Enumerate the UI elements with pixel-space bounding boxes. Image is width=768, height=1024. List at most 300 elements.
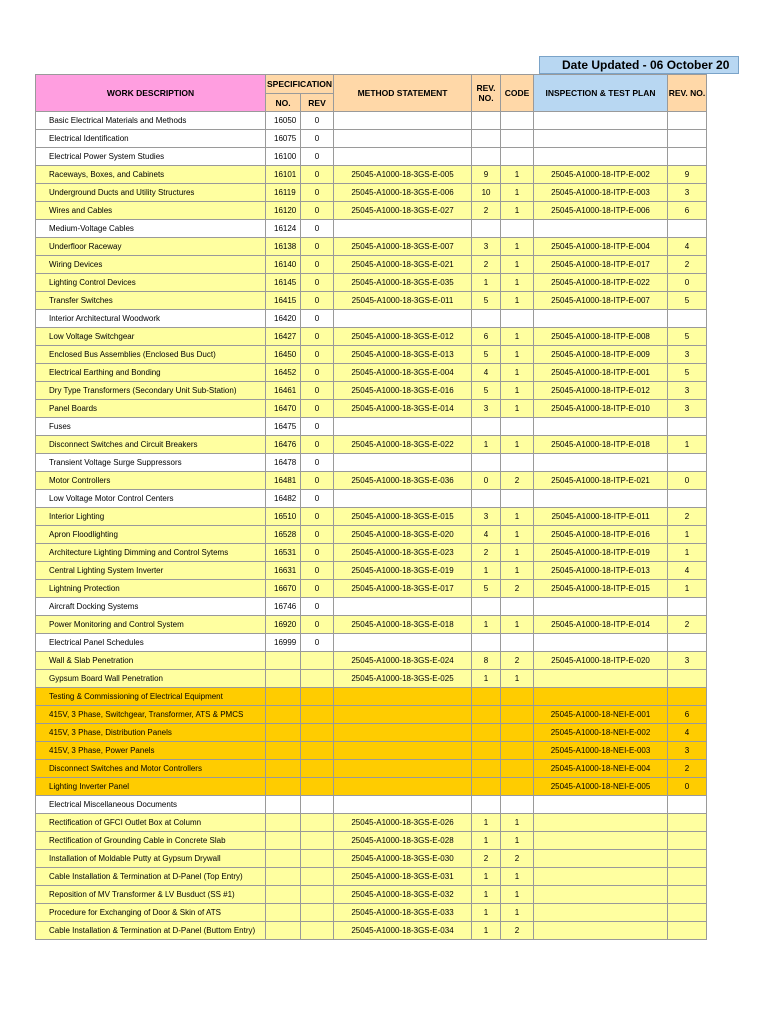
itp-cell: [534, 220, 668, 238]
code-cell: 1: [501, 670, 534, 688]
itp-cell: 25045-A1000-18-NEI-E-004: [534, 760, 668, 778]
itp-cell: 25045-A1000-18-ITP-E-014: [534, 616, 668, 634]
table-row: [36, 616, 707, 634]
itp-rev-cell: [668, 922, 707, 940]
spec-no-cell: [266, 670, 301, 688]
spec-no-cell: 16746: [266, 598, 301, 616]
spec-no-cell: 16920: [266, 616, 301, 634]
itp-rev-cell: 3: [668, 184, 707, 202]
method-statement-cell: 25045-A1000-18-3GS-E-007: [334, 238, 472, 256]
header-spec-rev: REV: [301, 94, 334, 112]
ms-rev-cell: 1: [472, 904, 501, 922]
table-row: [36, 904, 707, 922]
table-row: [36, 598, 707, 616]
table-row: [36, 274, 707, 292]
spec-rev-cell: 0: [301, 274, 334, 292]
table-row: [36, 526, 707, 544]
spec-no-cell: [266, 850, 301, 868]
ms-rev-cell: [472, 634, 501, 652]
itp-rev-cell: 9: [668, 166, 707, 184]
work-description-cell: Power Monitoring and Control System: [36, 616, 266, 634]
spec-no-cell: [266, 868, 301, 886]
work-description-cell: Low Voltage Switchgear: [36, 328, 266, 346]
table-row: [36, 652, 707, 670]
spec-rev-cell: [301, 796, 334, 814]
itp-rev-cell: [668, 130, 707, 148]
code-cell: [501, 112, 534, 130]
code-cell: 1: [501, 202, 534, 220]
spec-no-cell: 16452: [266, 364, 301, 382]
work-description-cell: Installation of Moldable Putty at Gypsum Drywall: [36, 850, 266, 868]
ms-rev-cell: 3: [472, 508, 501, 526]
spec-rev-cell: [301, 724, 334, 742]
ms-rev-cell: [472, 148, 501, 166]
itp-cell: 25045-A1000-18-ITP-E-003: [534, 184, 668, 202]
spec-no-cell: 16475: [266, 418, 301, 436]
header-ms-rev-no: REV. NO.: [472, 75, 501, 112]
itp-rev-cell: [668, 454, 707, 472]
method-statement-cell: [334, 130, 472, 148]
method-statement-cell: 25045-A1000-18-3GS-E-005: [334, 166, 472, 184]
work-description-cell: Wires and Cables: [36, 202, 266, 220]
code-cell: 2: [501, 580, 534, 598]
work-description-cell: Medium-Voltage Cables: [36, 220, 266, 238]
code-cell: 1: [501, 292, 534, 310]
method-statement-cell: [334, 454, 472, 472]
spec-rev-cell: 0: [301, 454, 334, 472]
itp-cell: 25045-A1000-18-ITP-E-009: [534, 346, 668, 364]
itp-rev-cell: [668, 796, 707, 814]
itp-cell: [534, 886, 668, 904]
method-statement-cell: [334, 310, 472, 328]
table-row: [36, 706, 707, 724]
header-itp-rev-no: REV. NO.: [668, 75, 707, 112]
itp-rev-cell: 3: [668, 652, 707, 670]
spec-rev-cell: [301, 850, 334, 868]
code-cell: 2: [501, 922, 534, 940]
method-statement-cell: [334, 724, 472, 742]
work-description-cell: Electrical Miscellaneous Documents: [36, 796, 266, 814]
method-statement-cell: [334, 796, 472, 814]
method-statement-cell: [334, 778, 472, 796]
header-spec-no: NO.: [266, 94, 301, 112]
code-cell: [501, 688, 534, 706]
ms-rev-cell: 8: [472, 652, 501, 670]
code-cell: 1: [501, 328, 534, 346]
method-statement-cell: 25045-A1000-18-3GS-E-013: [334, 346, 472, 364]
code-cell: [501, 742, 534, 760]
code-cell: 1: [501, 832, 534, 850]
work-description-cell: Architecture Lighting Dimming and Control Sytems: [36, 544, 266, 562]
spec-no-cell: 16120: [266, 202, 301, 220]
ms-rev-cell: [472, 724, 501, 742]
itp-cell: [534, 832, 668, 850]
spec-rev-cell: 0: [301, 166, 334, 184]
work-description-cell: 415V, 3 Phase, Distribution Panels: [36, 724, 266, 742]
spec-no-cell: 16481: [266, 472, 301, 490]
spec-no-cell: 16427: [266, 328, 301, 346]
table-row: [36, 184, 707, 202]
table-row: [36, 814, 707, 832]
code-cell: 1: [501, 616, 534, 634]
method-statement-cell: [334, 688, 472, 706]
code-cell: 1: [501, 166, 534, 184]
itp-cell: [534, 490, 668, 508]
table-row: [36, 292, 707, 310]
itp-cell: [534, 418, 668, 436]
spec-rev-cell: 0: [301, 346, 334, 364]
method-statement-cell: 25045-A1000-18-3GS-E-020: [334, 526, 472, 544]
ms-rev-cell: 4: [472, 364, 501, 382]
method-statement-cell: [334, 760, 472, 778]
method-statement-cell: 25045-A1000-18-3GS-E-033: [334, 904, 472, 922]
spec-rev-cell: 0: [301, 130, 334, 148]
work-description-cell: Disconnect Switches and Circuit Breakers: [36, 436, 266, 454]
code-cell: [501, 220, 534, 238]
work-description-cell: Transfer Switches: [36, 292, 266, 310]
itp-cell: [534, 148, 668, 166]
work-description-cell: Lighting Inverter Panel: [36, 778, 266, 796]
date-updated-banner: Date Updated - 06 October 20: [539, 56, 739, 74]
spec-no-cell: 16450: [266, 346, 301, 364]
spec-no-cell: [266, 886, 301, 904]
code-cell: 1: [501, 868, 534, 886]
itp-cell: 25045-A1000-18-NEI-E-001: [534, 706, 668, 724]
table-row: [36, 562, 707, 580]
ms-rev-cell: 2: [472, 202, 501, 220]
code-cell: [501, 778, 534, 796]
itp-cell: [534, 688, 668, 706]
method-statement-cell: 25045-A1000-18-3GS-E-025: [334, 670, 472, 688]
ms-rev-cell: 2: [472, 544, 501, 562]
itp-rev-cell: 6: [668, 706, 707, 724]
itp-rev-cell: 1: [668, 436, 707, 454]
code-cell: [501, 724, 534, 742]
spec-no-cell: 16670: [266, 580, 301, 598]
itp-cell: 25045-A1000-18-ITP-E-013: [534, 562, 668, 580]
itp-rev-cell: 0: [668, 274, 707, 292]
spec-no-cell: 16461: [266, 382, 301, 400]
method-statement-cell: [334, 148, 472, 166]
spec-no-cell: [266, 724, 301, 742]
spec-rev-cell: [301, 886, 334, 904]
table-row: [36, 922, 707, 940]
itp-cell: [534, 904, 668, 922]
code-cell: 1: [501, 544, 534, 562]
itp-cell: [534, 454, 668, 472]
itp-rev-cell: 3: [668, 400, 707, 418]
table-row: [36, 400, 707, 418]
work-description-cell: Underfloor Raceway: [36, 238, 266, 256]
table-row: [36, 346, 707, 364]
method-statement-cell: 25045-A1000-18-3GS-E-034: [334, 922, 472, 940]
spec-rev-cell: 0: [301, 544, 334, 562]
itp-rev-cell: 5: [668, 328, 707, 346]
ms-rev-cell: 5: [472, 382, 501, 400]
code-cell: 1: [501, 364, 534, 382]
header-specification: SPECIFICATION: [266, 75, 334, 94]
spec-no-cell: [266, 832, 301, 850]
itp-rev-cell: 3: [668, 742, 707, 760]
code-cell: 1: [501, 436, 534, 454]
method-statement-cell: [334, 418, 472, 436]
table-row: [36, 886, 707, 904]
itp-cell: 25045-A1000-18-ITP-E-022: [534, 274, 668, 292]
itp-cell: 25045-A1000-18-ITP-E-011: [534, 508, 668, 526]
itp-cell: [534, 850, 668, 868]
code-cell: [501, 130, 534, 148]
itp-cell: [534, 598, 668, 616]
method-statement-cell: 25045-A1000-18-3GS-E-012: [334, 328, 472, 346]
itp-rev-cell: 5: [668, 364, 707, 382]
code-cell: [501, 418, 534, 436]
spec-no-cell: 16101: [266, 166, 301, 184]
itp-cell: 25045-A1000-18-ITP-E-017: [534, 256, 668, 274]
table-body: [36, 112, 707, 940]
itp-rev-cell: 2: [668, 256, 707, 274]
spec-rev-cell: 0: [301, 310, 334, 328]
spec-no-cell: [266, 814, 301, 832]
table-row: [36, 148, 707, 166]
header-method-statement: METHOD STATEMENT: [334, 75, 472, 112]
spec-no-cell: 16138: [266, 238, 301, 256]
code-cell: [501, 760, 534, 778]
itp-cell: [534, 814, 668, 832]
method-statement-cell: [334, 634, 472, 652]
work-description-cell: Lightning Protection: [36, 580, 266, 598]
method-statement-cell: 25045-A1000-18-3GS-E-021: [334, 256, 472, 274]
work-description-cell: 415V, 3 Phase, Power Panels: [36, 742, 266, 760]
spec-no-cell: 16470: [266, 400, 301, 418]
itp-cell: 25045-A1000-18-ITP-E-001: [534, 364, 668, 382]
table-row: [36, 832, 707, 850]
itp-rev-cell: [668, 670, 707, 688]
code-cell: 1: [501, 562, 534, 580]
spec-no-cell: 16050: [266, 112, 301, 130]
work-description-cell: Low Voltage Motor Control Centers: [36, 490, 266, 508]
itp-cell: 25045-A1000-18-ITP-E-008: [534, 328, 668, 346]
ms-rev-cell: [472, 598, 501, 616]
itp-rev-cell: [668, 490, 707, 508]
table-row: [36, 364, 707, 382]
method-statement-cell: 25045-A1000-18-3GS-E-011: [334, 292, 472, 310]
work-description-cell: Reposition of MV Transformer & LV Busduct (SS #1): [36, 886, 266, 904]
spec-rev-cell: 0: [301, 328, 334, 346]
code-cell: 1: [501, 886, 534, 904]
code-cell: [501, 454, 534, 472]
work-description-cell: Basic Electrical Materials and Methods: [36, 112, 266, 130]
itp-cell: 25045-A1000-18-ITP-E-020: [534, 652, 668, 670]
itp-cell: 25045-A1000-18-ITP-E-010: [534, 400, 668, 418]
spec-rev-cell: 0: [301, 202, 334, 220]
table-row: [36, 760, 707, 778]
spec-rev-cell: [301, 868, 334, 886]
itp-cell: 25045-A1000-18-ITP-E-021: [534, 472, 668, 490]
spec-no-cell: 16119: [266, 184, 301, 202]
work-description-cell: Enclosed Bus Assemblies (Enclosed Bus Duct): [36, 346, 266, 364]
work-description-cell: Disconnect Switches and Motor Controllers: [36, 760, 266, 778]
spec-rev-cell: [301, 706, 334, 724]
work-description-cell: Motor Controllers: [36, 472, 266, 490]
spec-no-cell: [266, 652, 301, 670]
table-row: [36, 724, 707, 742]
itp-cell: 25045-A1000-18-ITP-E-015: [534, 580, 668, 598]
table-row: [36, 688, 707, 706]
itp-cell: 25045-A1000-18-ITP-E-016: [534, 526, 668, 544]
itp-cell: [534, 130, 668, 148]
code-cell: [501, 148, 534, 166]
itp-rev-cell: [668, 850, 707, 868]
table-row: [36, 418, 707, 436]
itp-rev-cell: [668, 832, 707, 850]
ms-rev-cell: 1: [472, 274, 501, 292]
work-description-cell: Procedure for Exchanging of Door & Skin of ATS: [36, 904, 266, 922]
ms-rev-cell: [472, 454, 501, 472]
table-row: [36, 382, 707, 400]
method-statement-cell: 25045-A1000-18-3GS-E-031: [334, 868, 472, 886]
work-description-cell: Interior Lighting: [36, 508, 266, 526]
spec-no-cell: [266, 922, 301, 940]
itp-cell: [534, 112, 668, 130]
table-row: [36, 112, 707, 130]
ms-rev-cell: [472, 742, 501, 760]
spec-rev-cell: 0: [301, 184, 334, 202]
spec-rev-cell: 0: [301, 616, 334, 634]
table-row: [36, 508, 707, 526]
itp-rev-cell: [668, 814, 707, 832]
table-row: [36, 580, 707, 598]
itp-rev-cell: [668, 886, 707, 904]
spec-rev-cell: [301, 922, 334, 940]
ms-rev-cell: 9: [472, 166, 501, 184]
method-statement-cell: [334, 742, 472, 760]
itp-rev-cell: 2: [668, 508, 707, 526]
header-work-description: WORK DESCRIPTION: [36, 75, 266, 112]
ms-rev-cell: [472, 688, 501, 706]
itp-cell: [534, 670, 668, 688]
itp-rev-cell: 2: [668, 760, 707, 778]
method-statement-cell: 25045-A1000-18-3GS-E-024: [334, 652, 472, 670]
spec-no-cell: [266, 742, 301, 760]
code-cell: 2: [501, 472, 534, 490]
itp-cell: 25045-A1000-18-ITP-E-002: [534, 166, 668, 184]
ms-rev-cell: 1: [472, 868, 501, 886]
table-row: [36, 436, 707, 454]
itp-rev-cell: 3: [668, 346, 707, 364]
work-description-cell: Transient Voltage Surge Suppressors: [36, 454, 266, 472]
method-statement-cell: 25045-A1000-18-3GS-E-019: [334, 562, 472, 580]
method-statement-cell: 25045-A1000-18-3GS-E-036: [334, 472, 472, 490]
spec-rev-cell: 0: [301, 220, 334, 238]
header-inspection-test-plan: INSPECTION & TEST PLAN: [534, 75, 668, 112]
code-cell: [501, 598, 534, 616]
table-row: [36, 490, 707, 508]
code-cell: 1: [501, 184, 534, 202]
work-description-cell: Electrical Panel Schedules: [36, 634, 266, 652]
spec-rev-cell: 0: [301, 508, 334, 526]
spec-no-cell: 16531: [266, 544, 301, 562]
ms-rev-cell: 1: [472, 436, 501, 454]
method-statement-cell: 25045-A1000-18-3GS-E-028: [334, 832, 472, 850]
itp-cell: 25045-A1000-18-NEI-E-002: [534, 724, 668, 742]
method-statement-cell: 25045-A1000-18-3GS-E-023: [334, 544, 472, 562]
spec-rev-cell: 0: [301, 490, 334, 508]
ms-rev-cell: 2: [472, 256, 501, 274]
spec-rev-cell: [301, 742, 334, 760]
code-cell: 2: [501, 850, 534, 868]
spec-rev-cell: 0: [301, 112, 334, 130]
method-statement-cell: 25045-A1000-18-3GS-E-032: [334, 886, 472, 904]
itp-rev-cell: [668, 148, 707, 166]
spec-no-cell: [266, 688, 301, 706]
spec-no-cell: [266, 760, 301, 778]
spec-rev-cell: 0: [301, 256, 334, 274]
work-description-cell: Electrical Power System Studies: [36, 148, 266, 166]
itp-cell: 25045-A1000-18-ITP-E-018: [534, 436, 668, 454]
work-description-cell: Cable Installation & Termination at D-Panel (Top Entry): [36, 868, 266, 886]
itp-rev-cell: 5: [668, 292, 707, 310]
ms-rev-cell: 3: [472, 238, 501, 256]
itp-cell: 25045-A1000-18-ITP-E-006: [534, 202, 668, 220]
work-description-cell: Cable Installation & Termination at D-Panel (Buttom Entry): [36, 922, 266, 940]
work-description-cell: Gypsum Board Wall Penetration: [36, 670, 266, 688]
itp-cell: 25045-A1000-18-ITP-E-019: [534, 544, 668, 562]
work-description-cell: Interior Architectural Woodwork: [36, 310, 266, 328]
code-cell: 1: [501, 346, 534, 364]
method-statement-cell: [334, 112, 472, 130]
work-description-cell: Underground Ducts and Utility Structures: [36, 184, 266, 202]
ms-rev-cell: 10: [472, 184, 501, 202]
table-row: [36, 130, 707, 148]
header-code: CODE: [501, 75, 534, 112]
spec-no-cell: 16482: [266, 490, 301, 508]
spec-no-cell: [266, 778, 301, 796]
table-row: [36, 328, 707, 346]
table-row: [36, 868, 707, 886]
itp-cell: [534, 922, 668, 940]
code-cell: [501, 796, 534, 814]
spec-rev-cell: 0: [301, 400, 334, 418]
work-description-cell: 415V, 3 Phase, Switchgear, Transformer, ATS & PMCS: [36, 706, 266, 724]
itp-rev-cell: [668, 868, 707, 886]
itp-rev-cell: [668, 634, 707, 652]
spec-no-cell: 16415: [266, 292, 301, 310]
table-row: [36, 454, 707, 472]
itp-cell: [534, 634, 668, 652]
spec-rev-cell: [301, 778, 334, 796]
spec-rev-cell: [301, 670, 334, 688]
work-description-cell: Panel Boards: [36, 400, 266, 418]
itp-rev-cell: [668, 310, 707, 328]
ms-rev-cell: [472, 220, 501, 238]
ms-rev-cell: [472, 490, 501, 508]
itp-rev-cell: 3: [668, 382, 707, 400]
ms-rev-cell: 1: [472, 562, 501, 580]
spec-rev-cell: 0: [301, 562, 334, 580]
method-statement-cell: 25045-A1000-18-3GS-E-016: [334, 382, 472, 400]
itp-rev-cell: 1: [668, 580, 707, 598]
itp-cell: [534, 310, 668, 328]
spec-rev-cell: [301, 814, 334, 832]
itp-cell: 25045-A1000-18-NEI-E-005: [534, 778, 668, 796]
ms-rev-cell: [472, 310, 501, 328]
spec-rev-cell: [301, 652, 334, 670]
spec-no-cell: 16510: [266, 508, 301, 526]
spec-no-cell: 16075: [266, 130, 301, 148]
spec-rev-cell: 0: [301, 598, 334, 616]
table-row: [36, 850, 707, 868]
method-statement-cell: [334, 490, 472, 508]
